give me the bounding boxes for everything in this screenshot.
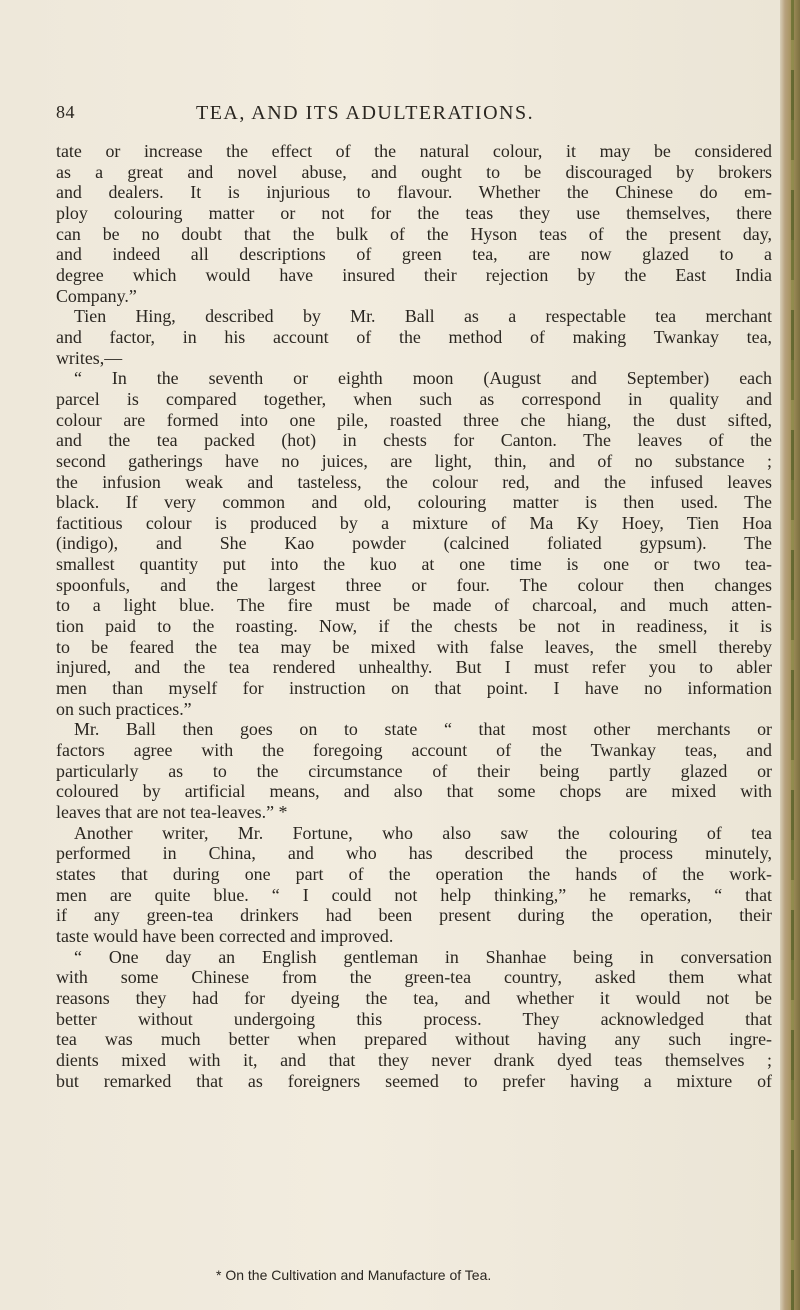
text-line: factors agree with the foregoing account of the Twankay teas, and bbox=[56, 740, 772, 761]
text-line: spoonfuls, and the largest three or four. The colour then changes bbox=[56, 574, 772, 595]
text-line: performed in China, and who has described the process minutely, bbox=[56, 843, 772, 864]
page-edge-binding bbox=[780, 0, 800, 1310]
text-line: taste would have been corrected and improved. bbox=[56, 925, 394, 946]
text-line: but remarked that as foreigners seemed to prefer having a mixture of bbox=[56, 1070, 772, 1091]
text-line: tate or increase the effect of the natural colour, it may be considered bbox=[56, 141, 772, 161]
body-text bbox=[56, 141, 772, 1091]
text-line: injured, and the tea rendered unhealthy. But I must refer you to abler bbox=[56, 657, 772, 678]
text-line: men than myself for instruction on that point. I have no information bbox=[56, 678, 772, 699]
binding-stripe bbox=[791, 0, 794, 1310]
text-line: leaves that are not tea-leaves.” * bbox=[56, 802, 288, 822]
text-line: states that during one part of the operation the hands of the work- bbox=[56, 863, 772, 884]
text-line: Tien Hing, described by Mr. Ball as a respectable tea merchant bbox=[74, 306, 772, 327]
text-line: writes,— bbox=[56, 347, 123, 368]
text-line: better without undergoing this process. They acknowledged that bbox=[56, 1008, 772, 1029]
text-line: “ In the seventh or eighth moon (August and September) each bbox=[74, 368, 772, 389]
text-line: coloured by artificial means, and also that some chops are mixed with bbox=[56, 781, 772, 802]
page-header bbox=[56, 102, 772, 132]
text-line: factitious colour is produced by a mixture of Ma Ky Hoey, Tien Hoa bbox=[56, 512, 772, 533]
text-line: parcel is compared together, when such as correspond in quality and bbox=[56, 388, 772, 409]
text-line: if any green-tea drinkers had been present during the operation, their bbox=[56, 905, 772, 926]
text-line: colour are formed into one pile, roasted three che hiang, the dust sifted, bbox=[56, 409, 772, 430]
text-line: to be feared the tea may be mixed with false leaves, the smell thereby bbox=[56, 636, 772, 657]
running-head: TEA, AND ITS ADULTERATIONS. bbox=[196, 102, 535, 124]
footnote: * On the Cultivation and Manufacture of Tea. bbox=[216, 1267, 492, 1283]
text-line: degree which would have insured their rejection by the East India bbox=[56, 264, 772, 285]
text-line: as a great and novel abuse, and ought to be discouraged by brokers bbox=[56, 161, 772, 182]
text-line: on such practices.” bbox=[56, 698, 192, 719]
text-line: and indeed all descriptions of green tea, are now glazed to a bbox=[56, 244, 772, 265]
text-line: Another writer, Mr. Fortune, who also saw the colouring of tea bbox=[74, 822, 772, 843]
text-line: dients mixed with it, and that they never drank dyed teas themselves ; bbox=[56, 1049, 772, 1070]
text-line: with some Chinese from the green-tea country, asked them what bbox=[56, 967, 772, 988]
text-line: particularly as to the circumstance of their being partly glazed or bbox=[56, 760, 772, 781]
text-line: the infusion weak and tasteless, the colour red, and the infused leaves bbox=[56, 471, 772, 492]
text-line: ploy colouring matter or not for the teas they use themselves, there bbox=[56, 202, 772, 223]
text-line: tion paid to the roasting. Now, if the chests be not in readiness, it is bbox=[56, 616, 772, 637]
text-line: and factor, in his account of the method of making Twankay tea, bbox=[56, 326, 772, 347]
text-line: (indigo), and She Kao powder (calcined foliated gypsum). The bbox=[56, 533, 772, 554]
text-line: smallest quantity put into the kuo at one time is one or two tea- bbox=[56, 554, 772, 575]
text-line: second gatherings have no juices, are light, thin, and of no substance ; bbox=[56, 450, 772, 471]
text-line: “ One day an English gentleman in Shanhae being in conversation bbox=[74, 946, 772, 967]
text-line: Company.” bbox=[56, 285, 137, 306]
text-line: can be no doubt that the bulk of the Hyson teas of the present day, bbox=[56, 223, 772, 244]
text-line: tea was much better when prepared without having any such ingre- bbox=[56, 1029, 772, 1050]
text-line: black. If very common and old, colouring matter is then used. The bbox=[56, 492, 772, 513]
text-line: Mr. Ball then goes on to state “ that most other merchants or bbox=[74, 719, 772, 740]
text-line: men are quite blue. “ I could not help thinking,” he remarks, “ that bbox=[56, 884, 772, 905]
text-line: reasons they had for dyeing the tea, and whether it would not be bbox=[56, 987, 772, 1008]
page-number: 84 bbox=[56, 102, 75, 122]
text-line: to a light blue. The fire must be made of charcoal, and much atten- bbox=[56, 595, 772, 616]
text-line: and the tea packed (hot) in chests for Canton. The leaves of the bbox=[56, 430, 772, 451]
text-line: and dealers. It is injurious to flavour. Whether the Chinese do em- bbox=[56, 182, 772, 203]
